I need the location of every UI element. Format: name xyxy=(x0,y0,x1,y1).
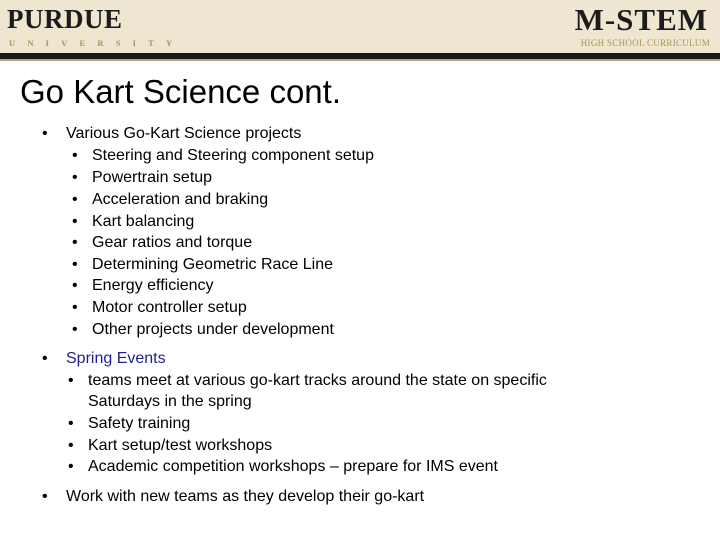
purdue-logo: PURDUE xyxy=(7,4,123,34)
section-bullet: • xyxy=(42,488,48,505)
list-item-continuation: Saturdays in the spring xyxy=(88,393,252,410)
sub-bullet: • xyxy=(72,299,78,316)
slide-title: Go Kart Science cont. xyxy=(20,73,341,110)
list-item: Acceleration and braking xyxy=(92,191,269,208)
purdue-logo-subtitle: UNIVERSITY xyxy=(9,38,185,48)
header-divider-accent xyxy=(0,59,720,61)
mstem-logo-subtitle: HIGH SCHOOL CURRICULUM xyxy=(580,38,710,48)
mstem-logo: M-STEM xyxy=(574,2,708,37)
sub-bullet: • xyxy=(72,191,78,208)
sub-bullet: • xyxy=(72,256,78,273)
list-item: Kart balancing xyxy=(92,213,195,230)
sub-bullet: • xyxy=(72,169,78,186)
list-item: Safety training xyxy=(88,415,191,432)
list-item: Powertrain setup xyxy=(92,169,213,186)
bullet-marker: • xyxy=(42,125,48,142)
sub-bullet: • xyxy=(72,321,78,338)
sub-bullet: • xyxy=(72,277,78,294)
list-item: Motor controller setup xyxy=(92,299,247,316)
list-item: Kart setup/test workshops xyxy=(88,437,273,454)
sub-bullet: • xyxy=(72,147,78,164)
sub-bullet: • xyxy=(72,213,78,230)
list-item: Steering and Steering component setup xyxy=(92,147,374,164)
sub-bullet: • xyxy=(68,458,74,475)
sub-bullet: • xyxy=(68,415,74,432)
sub-bullet: • xyxy=(72,234,78,251)
list-item: Academic competition workshops – prepare for IMS event xyxy=(88,458,498,475)
section-bullet: • xyxy=(42,350,48,367)
sub-bullet: • xyxy=(68,437,74,454)
sub-bullet: • xyxy=(68,372,74,389)
list-item: Other projects under development xyxy=(92,321,334,338)
section-heading: Various Go-Kart Science projects xyxy=(66,125,302,142)
list-item: teams meet at various go-kart tracks around the state on specific xyxy=(88,372,547,389)
section-heading: Spring Events xyxy=(66,350,166,367)
list-item: Determining Geometric Race Line xyxy=(92,256,333,273)
section-heading: Work with new teams as they develop their go-kart xyxy=(66,488,425,505)
list-item: Energy efficiency xyxy=(92,277,214,294)
section-bullet xyxy=(42,124,48,144)
list-item: Gear ratios and torque xyxy=(92,234,253,251)
